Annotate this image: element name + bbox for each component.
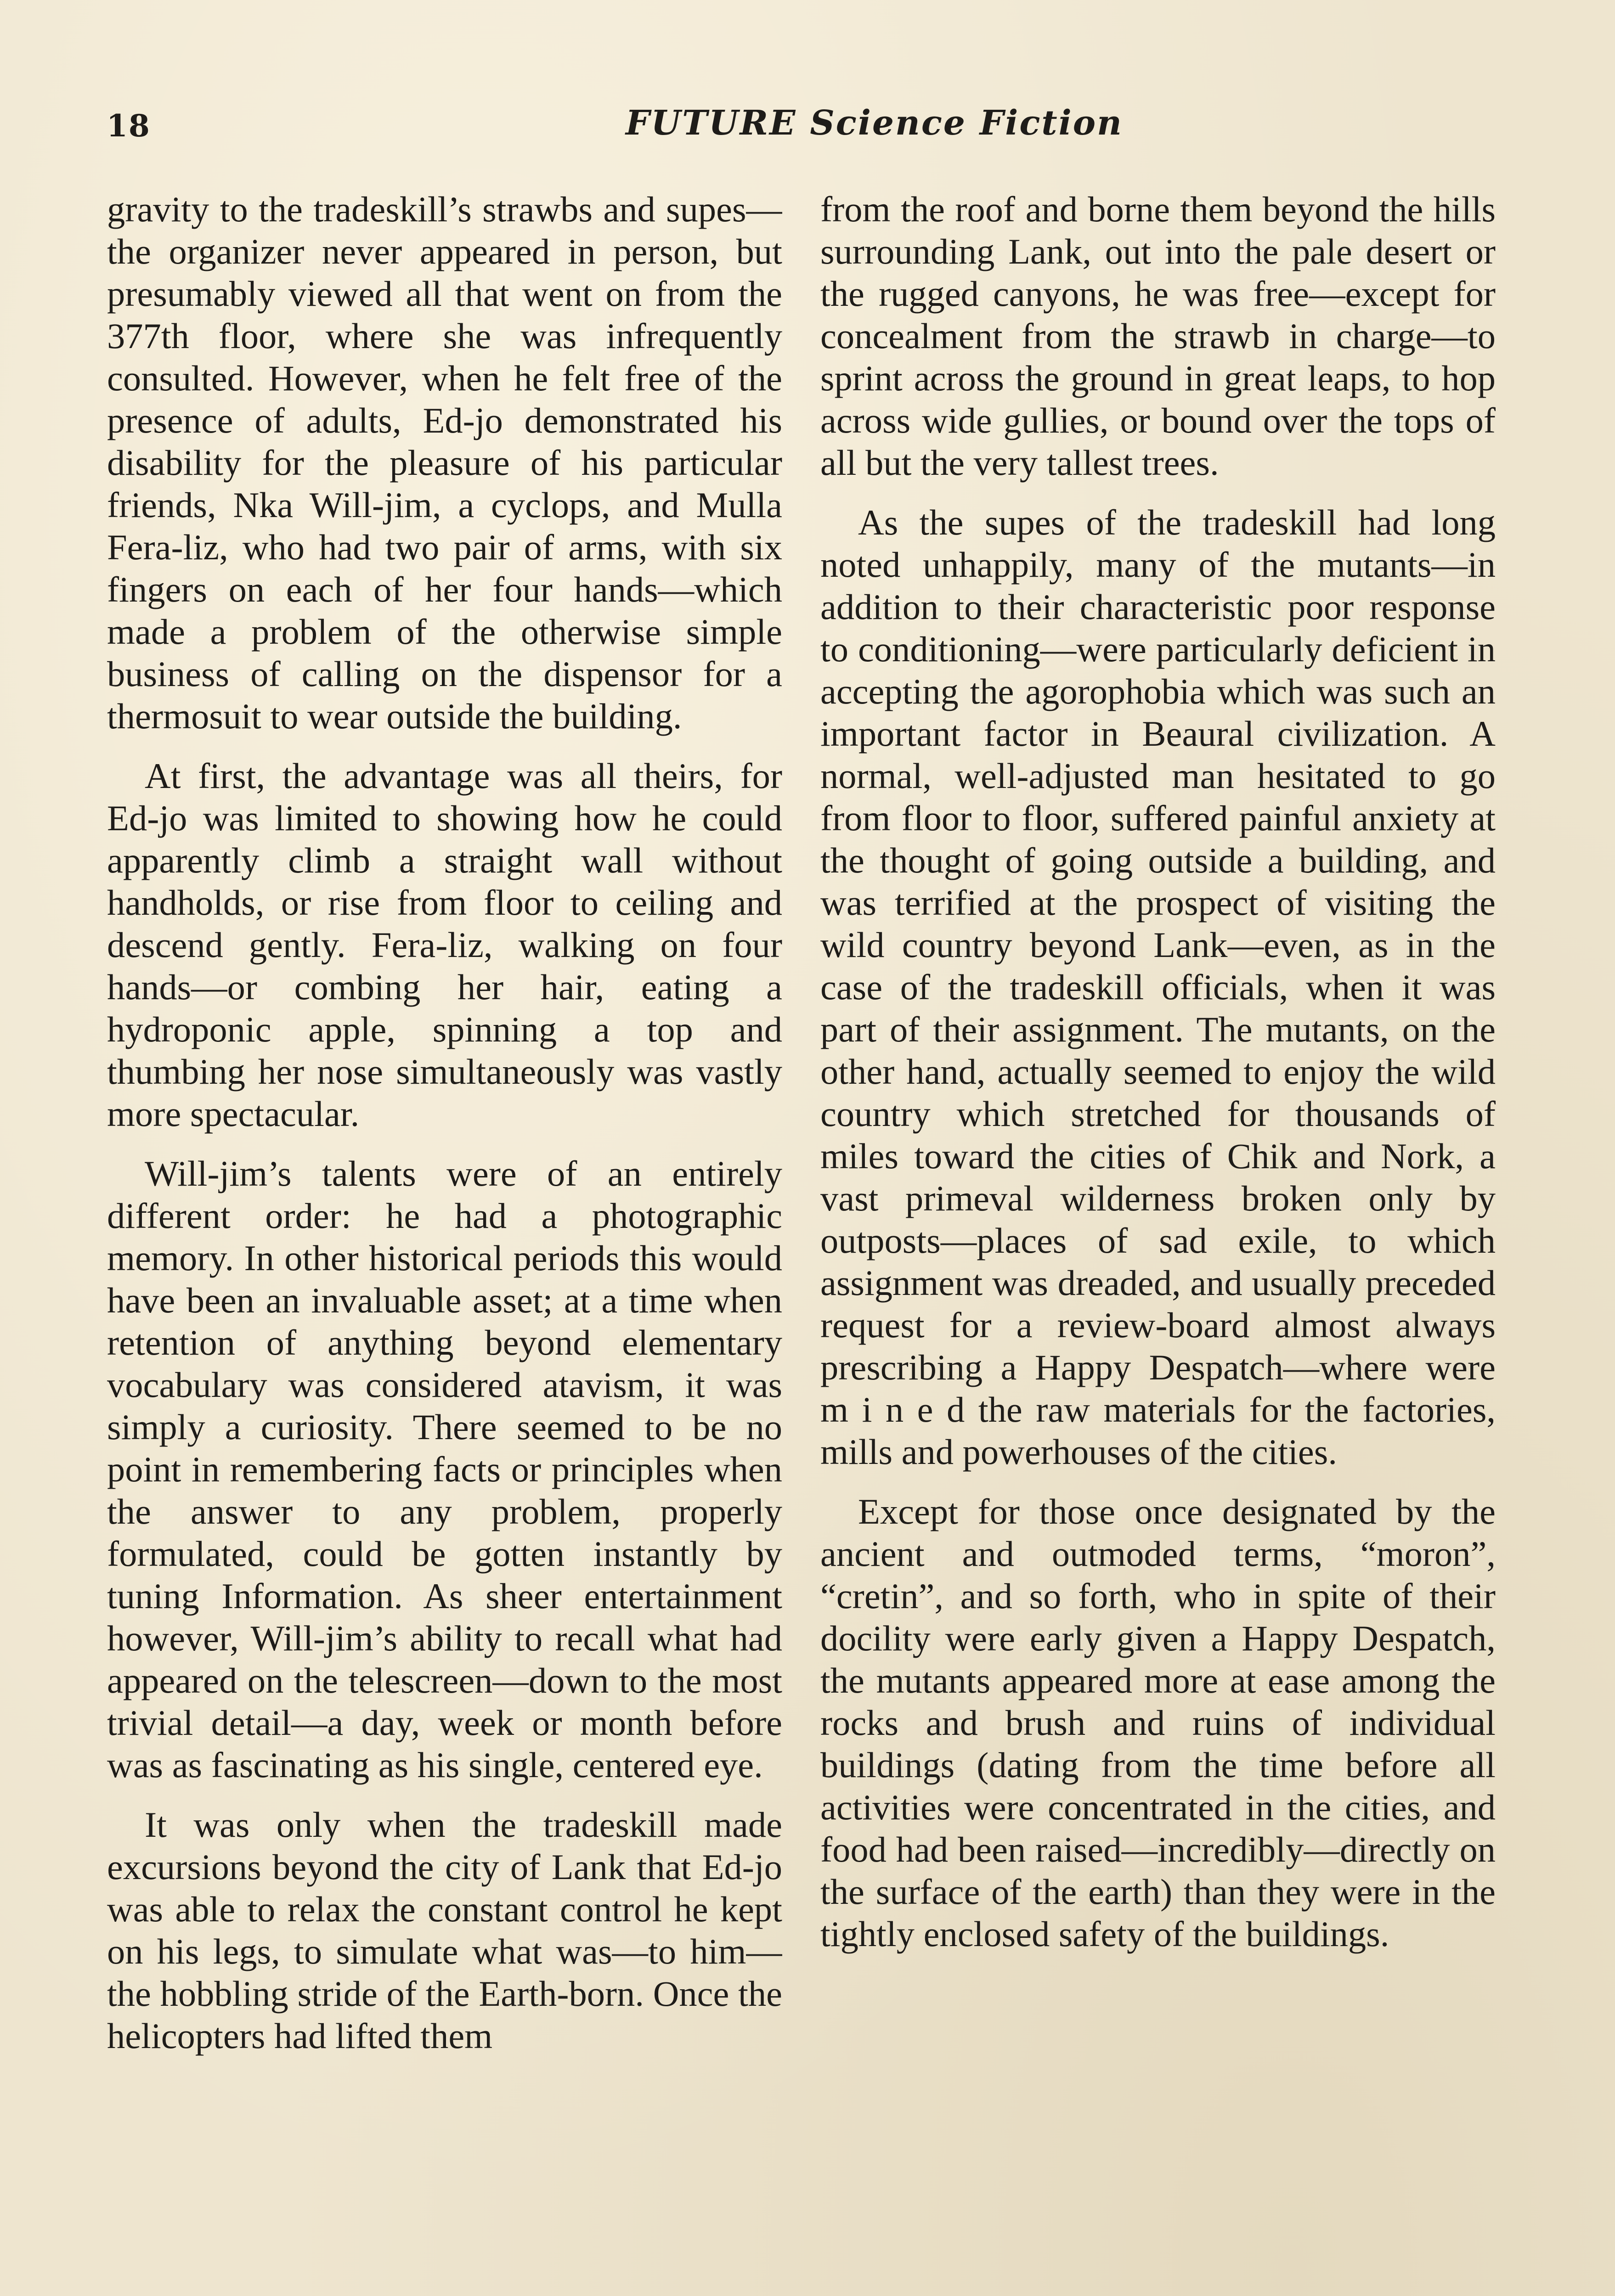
magazine-title: FUTURE Science Fiction xyxy=(626,103,1123,143)
paragraph: gravity to the tradeskill’s strawbs and supes—the organizer never appeared in person, but presumably viewed all that went on from the 377th floor, where she was infrequently consulted. However, when he felt free of the presence of adults, Ed-jo demonstrated his disability for the pleasure of his particular friends, Nka Will-jim, a cyclops, and Mulla Fera-liz, who had two pair of arms, with six fingers on each of her four hands—which made a problem of the otherwise simple business of calling on the dispensor for a thermosuit to wear outside the building. xyxy=(107,189,782,736)
right-column xyxy=(820,188,1496,2296)
paragraph: It was only when the tradeskill made excursions beyond the city of Lank that Ed-jo was able to relax the constant control he kept on his legs, to simulate what was—to him—the hobbling stride of the Earth-born. Once the helicopters had lifted them xyxy=(107,1805,782,2056)
paragraph: Except for those once designated by the ancient and outmoded terms, “moron”, “cretin”, and so forth, who in spite of their docility were early given a Happy Despatch, the mutants appeared more at ease among the rocks and brush and ruins of individual buildings (dating from the time before all activities were concentrated in the cities, and food had been raised—incredibly—directly on the surface of the earth) than they were in the tightly enclosed safety of the buildings. xyxy=(820,1491,1496,1954)
paragraph: from the roof and borne them beyond the hills surrounding Lank, out into the pale desert or the rugged canyons, he was free—except for concealment from the strawb in charge—to sprint across the ground in great leaps, to hop across wide gullies, or bound over the tops of all but the very tallest trees. xyxy=(820,189,1496,483)
left-column xyxy=(107,188,782,2296)
paragraph: At first, the advantage was all theirs, for Ed-jo was limited to showing how he could apparently climb a straight wall without handholds, or rise from floor to ceiling and descend gently. Fera-liz, walking on four hands—or combing her hair, eating a hydroponic apple, spinning a top and thumbing her nose simultaneously was vastly more spectacular. xyxy=(107,756,782,1134)
paragraph: As the supes of the tradeskill had long noted unhappily, many of the mutants—in addition to their characteristic poor response to conditioning—were particularly deficient in accepting the agorophobia which was such an important factor in Beaural civilization. A normal, well-adjusted man hesitated to go from floor to floor, suffered painful anxiety at the thought of going outside a building, and was terrified at the prospect of visiting the wild country beyond Lank—even, as in the case of the tradeskill officials, when it was part of their assignment. The mutants, on the other hand, actually seemed to enjoy the wild country which stretched for thousands of miles toward the cities of Chik and Nork, a vast primeval wilderness broken only by outposts—places of sad exile, to which assignment was dreaded, and usually preceded request for a review-board almost always prescribing a Happy Despatch—where were m i n e d the raw materials for the factories, mills and powerhouses of the cities. xyxy=(820,502,1496,1472)
running-head xyxy=(107,103,1485,154)
page-number: 18 xyxy=(107,108,151,144)
paragraph: Will-jim’s talents were of an entirely different order: he had a photographic memory. In other historical periods this would have been an invaluable asset; at a time when retention of anything beyond elementary vocabulary was considered atavism, it was simply a curiosity. There seemed to be no point in remembering facts or principles when the answer to any problem, properly formulated, could be gotten instantly by tuning Information. As sheer entertainment however, Will-jim’s ability to recall what had appeared on the telescreen—down to the most trivial detail—a day, week or month before was as fascinating as his single, centered eye. xyxy=(107,1154,782,1785)
